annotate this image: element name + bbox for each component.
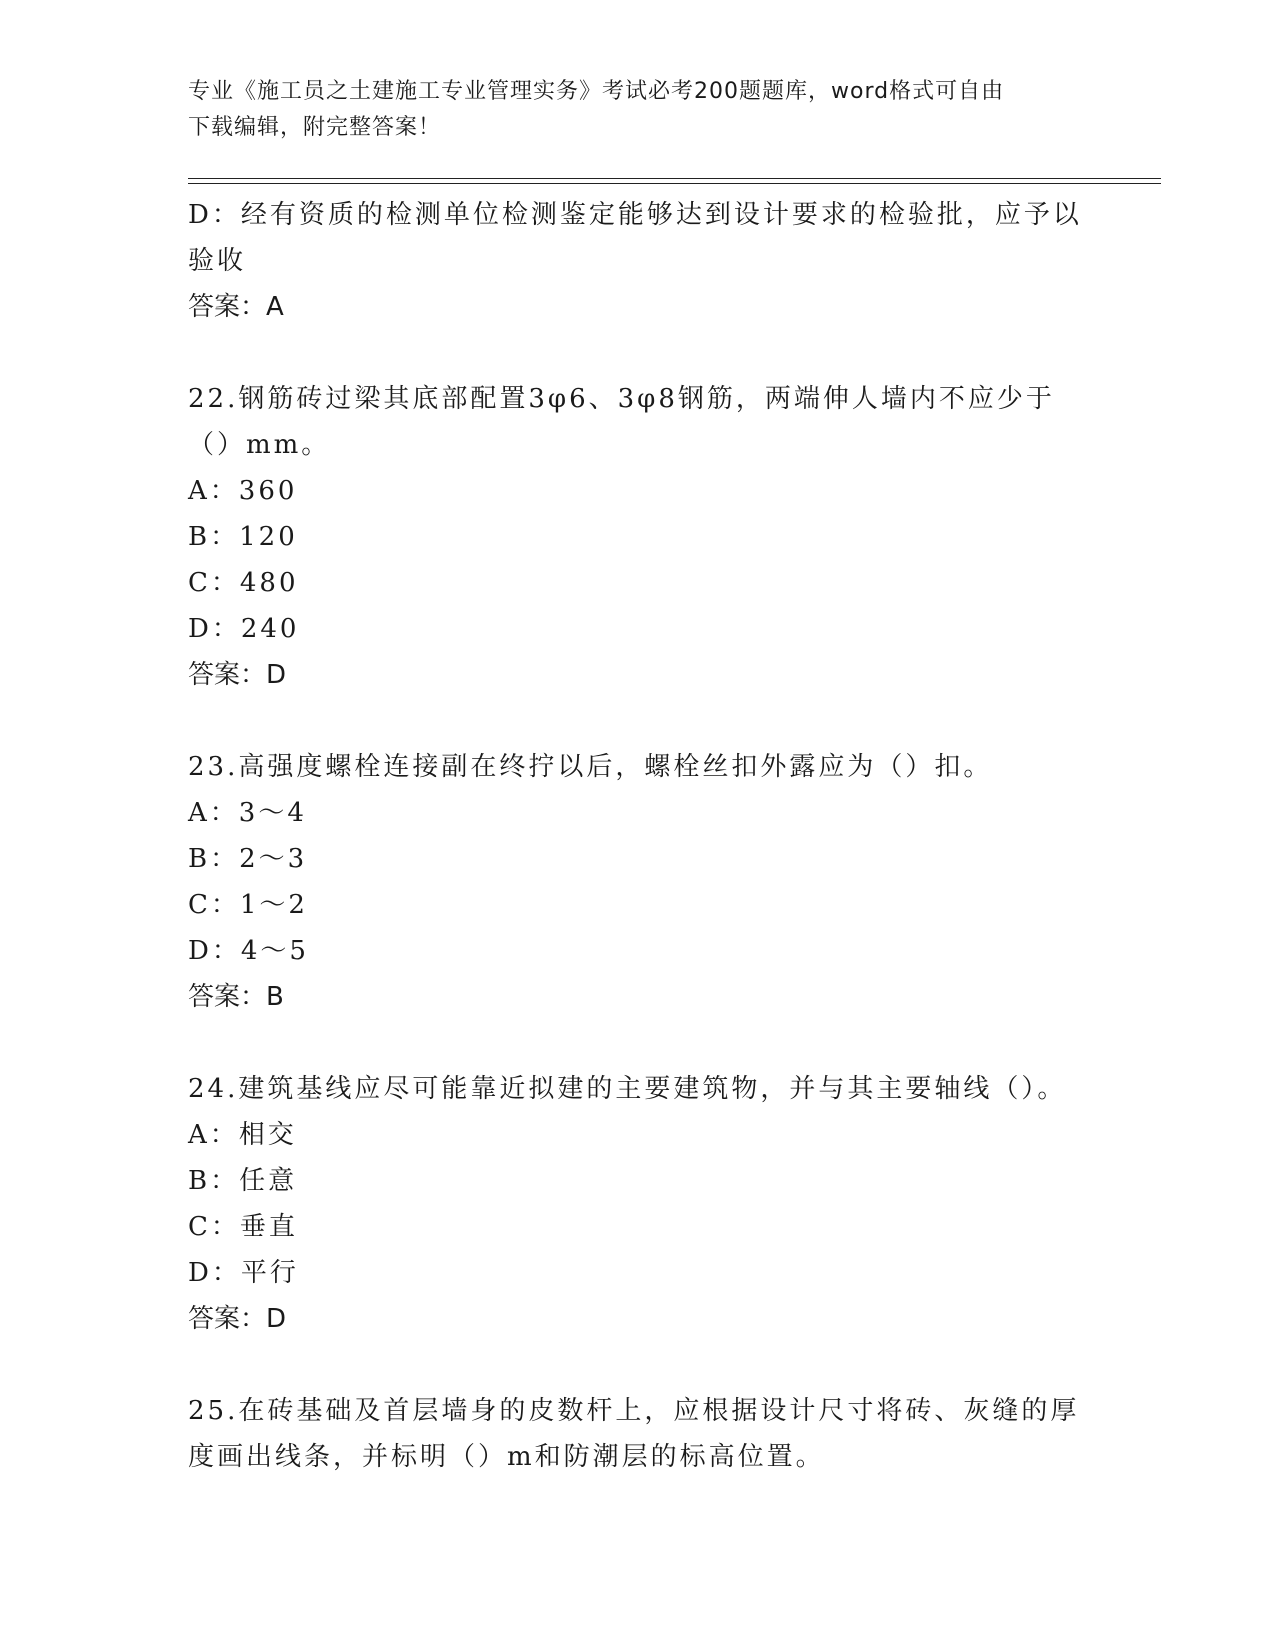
option-b: B：2～3 bbox=[188, 844, 308, 874]
answer: 答案：D bbox=[188, 660, 287, 690]
question-21-tail bbox=[188, 192, 1088, 330]
header-title-line-2: 下载编辑，附完整答案！ bbox=[188, 115, 442, 140]
question-24 bbox=[188, 1066, 1088, 1342]
question-gap bbox=[188, 330, 1088, 376]
answer: 答案：D bbox=[188, 1304, 287, 1334]
question-22 bbox=[188, 376, 1088, 698]
option-d-line-1: D：经有资质的检测单位检测鉴定能够达到设计要求的检验批，应予以 bbox=[188, 200, 1082, 230]
question-stem-line-1: 23.高强度螺栓连接副在终拧以后，螺栓丝扣外露应为（）扣。 bbox=[188, 752, 993, 782]
header-divider-top bbox=[188, 178, 1161, 179]
option-c: C：1～2 bbox=[188, 890, 308, 920]
question-23 bbox=[188, 744, 1088, 1020]
option-c: C：480 bbox=[188, 568, 299, 598]
question-stem-line-1: 22.钢筋砖过梁其底部配置3φ6、3φ8钢筋，两端伸人墙内不应少于 bbox=[188, 384, 1055, 414]
option-b: B：120 bbox=[188, 522, 298, 552]
answer: 答案：A bbox=[188, 292, 284, 322]
option-a: A：相交 bbox=[188, 1120, 297, 1150]
question-list bbox=[188, 192, 1088, 1480]
option-b: B：任意 bbox=[188, 1166, 298, 1196]
option-a: A：360 bbox=[188, 476, 298, 506]
option-d: D：4～5 bbox=[188, 936, 309, 966]
header-divider-bottom bbox=[188, 183, 1161, 184]
option-d: D：240 bbox=[188, 614, 300, 644]
option-c: C：垂直 bbox=[188, 1212, 298, 1242]
header-title-line-1: 专业《施工员之土建施工专业管理实务》考试必考200题题库，word格式可自由 bbox=[188, 79, 1005, 104]
question-stem-line-1: 24.建筑基线应尽可能靠近拟建的主要建筑物，并与其主要轴线（）。 bbox=[188, 1074, 1067, 1104]
question-gap bbox=[188, 698, 1088, 744]
document-header bbox=[188, 74, 1068, 146]
option-a: A：3～4 bbox=[188, 798, 307, 828]
question-25 bbox=[188, 1388, 1088, 1480]
question-stem-line-2: 度画出线条，并标明（）m和防潮层的标高位置。 bbox=[188, 1442, 825, 1472]
option-d: D：平行 bbox=[188, 1258, 299, 1288]
answer: 答案：B bbox=[188, 982, 284, 1012]
question-stem-line-1: 25.在砖基础及首层墙身的皮数杆上，应根据设计尺寸将砖、灰缝的厚 bbox=[188, 1396, 1080, 1426]
question-gap bbox=[188, 1342, 1088, 1388]
question-gap bbox=[188, 1020, 1088, 1066]
option-d-line-2: 验收 bbox=[188, 246, 247, 276]
question-stem-line-2: （）mm。 bbox=[188, 430, 331, 460]
